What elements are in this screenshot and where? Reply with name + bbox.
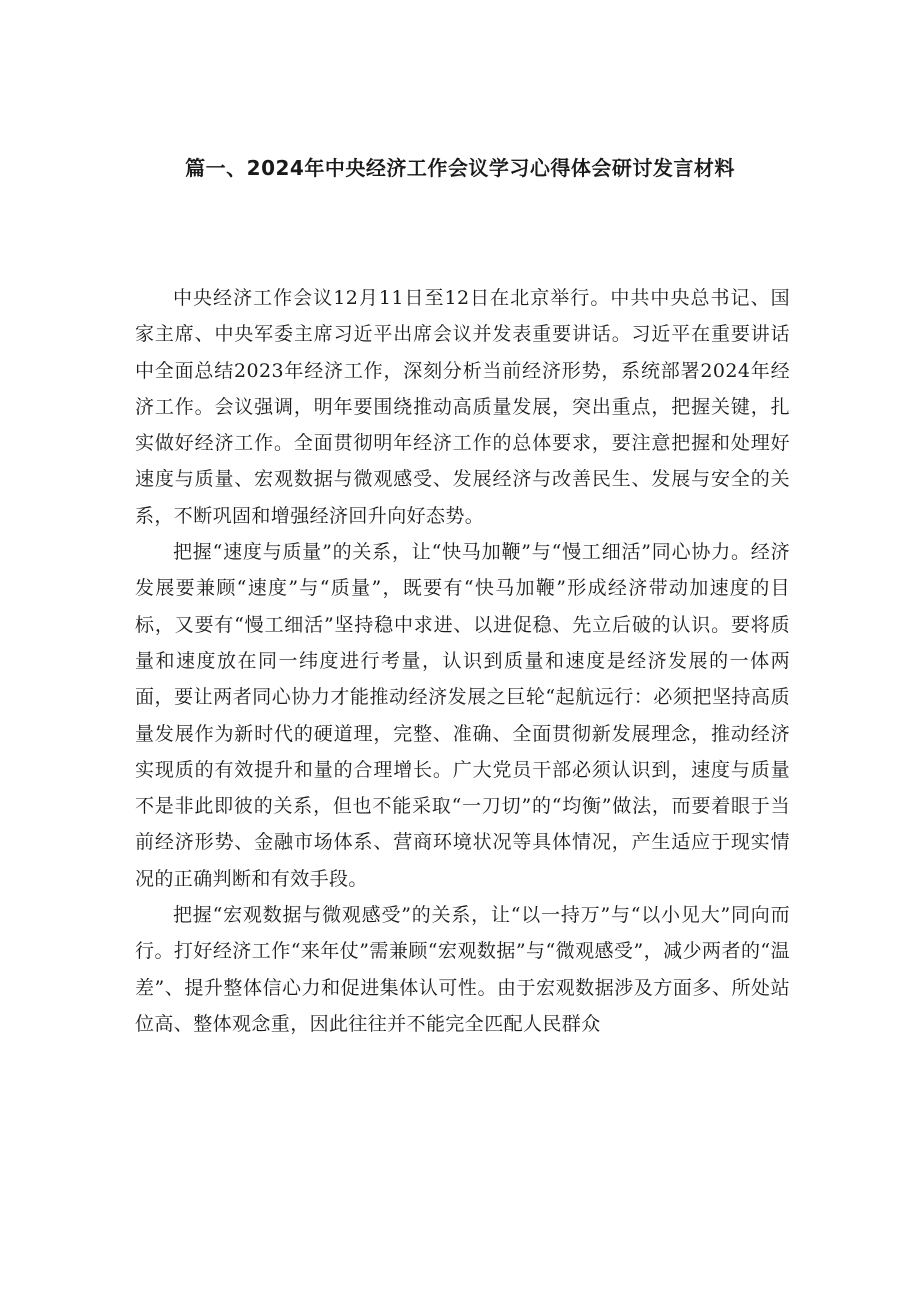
document-body: [135, 280, 790, 1042]
document-title: 篇一、2024年中央经济工作会议学习心得体会研讨发言材料: [185, 156, 735, 180]
paragraph-intro: 中央经济工作会议12月11日至12日在北京举行。中共中央总书记、国家主席、中央军委主席习近平出席会议并发表重要讲话。习近平在重要讲话中全面总结2023年经济工作，深刻分析当前经济形势，系统部署2024年经济工作。会议强调，明年要围绕推动高质量发展，突出重点，把握关键，扎实做好经济工作。全面贯彻明年经济工作的总体要求，要注意把握和处理好速度与质量、宏观数据与微观感受、发展经济与改善民生、发展与安全的关系，不断巩固和增强经济回升向好态势。: [135, 287, 790, 527]
paragraph-speed-quality: 把握“速度与质量”的关系，让“快马加鞭”与“慢工细活”同心协力。经济发展要兼顾“速度”与“质量”，既要有“快马加鞭”形成经济带动加速度的目标，又要有“慢工细活”坚持稳中求进、以进促稳、先立后破的认识。要将质量和速度放在同一纬度进行考量，认识到质量和速度是经济发展的一体两面，要让两者同心协力才能推动经济发展之巨轮“起航远行：必须把坚持高质量发展作为新时代的硬道理，完整、准确、全面贯彻新发展理念，推动经济实现质的有效提升和量的合理增长。广大党员干部必须认识到，速度与质量不是非此即彼的关系，但也不能采取“一刀切”的“均衡”做法，而要着眼于当前经济形势、金融市场体系、营商环境状况等具体情况，产生适应于现实情况的正确判断和有效手段。: [135, 541, 790, 890]
paragraph-macro-micro: 把握“宏观数据与微观感受”的关系，让“以一持万”与“以小见大”同向而行。打好经济工作“来年仗”需兼顾“宏观数据”与“微观感受”，减少两者的“温差”、提升整体信心力和促进集体认可性。由于宏观数据涉及方面多、所处站位高、整体观念重，因此往往并不能完全匹配人民群众: [135, 904, 790, 1035]
